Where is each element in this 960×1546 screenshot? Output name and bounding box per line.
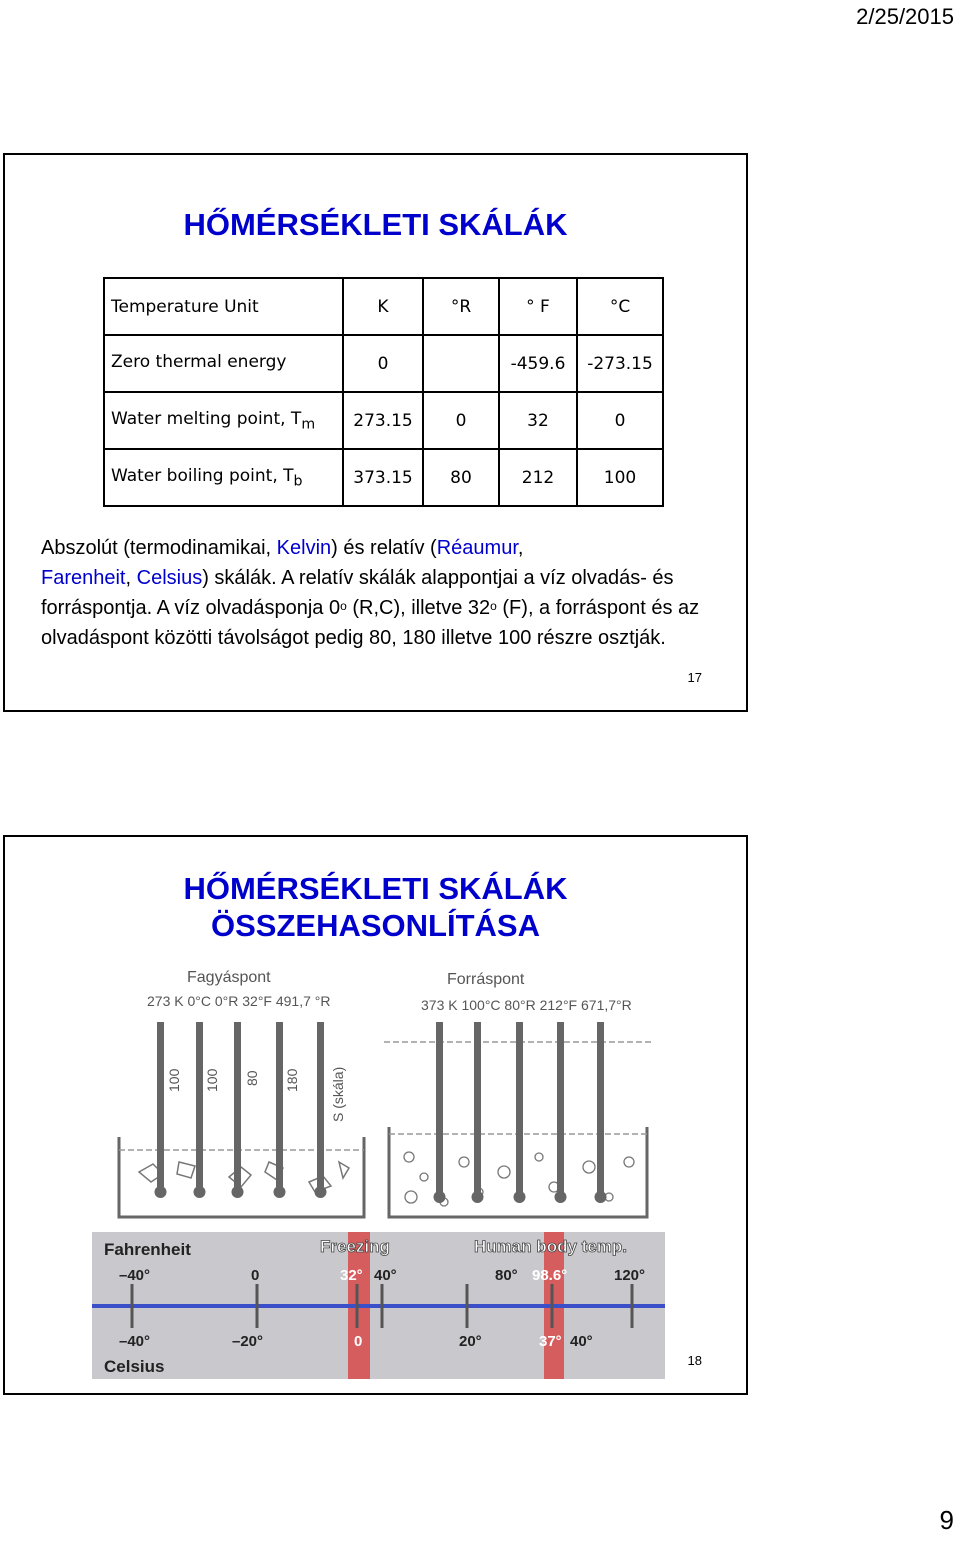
table-header-cell: ° F (499, 278, 577, 335)
farenheit-term: Farenheit (41, 567, 126, 589)
table-cell: 32 (499, 392, 577, 449)
c-tick-label: 40° (570, 1333, 593, 1350)
c-tick-label: –40° (119, 1333, 151, 1350)
fahrenheit-celsius-scale (92, 1232, 665, 1379)
kelvin-term: Kelvin (276, 537, 332, 559)
c-tick-label: 20° (459, 1333, 482, 1350)
table-cell: 0 (423, 392, 499, 449)
slide-title-line2: ÖSSZEHASONLÍTÁSA (211, 908, 540, 943)
freezing-label: Freezing (320, 1237, 390, 1256)
f-tick-label: –40° (119, 1267, 151, 1284)
table-row (104, 335, 663, 392)
svg-text:180: 180 (284, 1068, 300, 1092)
table-row (104, 449, 663, 506)
slide-18 (3, 835, 748, 1395)
reaumur-term: Réaumur (436, 537, 518, 559)
page-number: 9 (939, 1505, 954, 1535)
table-cell: 0 (577, 392, 663, 449)
table-header-cell: Temperature Unit (104, 278, 343, 335)
slide-17 (3, 153, 748, 712)
f-tick-label: 120° (614, 1267, 646, 1284)
table-cell: 212 (499, 449, 577, 506)
table-cell: 273.15 (343, 392, 423, 449)
svg-text:S (skála): S (skála) (330, 1066, 346, 1122)
f-tick-label: 0 (251, 1267, 260, 1284)
f-tick-label: 98.6° (532, 1267, 568, 1284)
human-body-temp-label: Human body temp. (474, 1237, 628, 1256)
row-label: Water melting point, $T_m$ (104, 392, 343, 449)
table-header-row (104, 278, 663, 335)
c-tick-label: 0 (354, 1333, 363, 1350)
svg-text:100: 100 (166, 1068, 182, 1092)
slide-number: 18 (687, 1353, 702, 1368)
table-header-cell: K (343, 278, 423, 335)
boiling-point-label: Forráspont (447, 971, 525, 988)
header-date: 2/25/2015 (856, 4, 954, 29)
slide-title-line1: HŐMÉRSÉKLETI SKÁLÁK (183, 871, 568, 906)
thermometer-illustration (99, 962, 659, 1224)
boiling-values-label: 373 K 100°C 80°R 212°F 671,7°R (421, 997, 632, 1013)
temperature-units-table (103, 277, 664, 507)
table-cell: 100 (577, 449, 663, 506)
table-cell: 0 (343, 335, 423, 392)
table-header-cell: °C (577, 278, 663, 335)
celsius-label: Celsius (104, 1357, 165, 1376)
svg-text:100: 100 (204, 1068, 220, 1092)
svg-text:80: 80 (244, 1070, 260, 1086)
table-header-cell: °R (423, 278, 499, 335)
table-cell: -273.15 (577, 335, 663, 392)
slide-title: HŐMÉRSÉKLETI SKÁLÁK (183, 207, 568, 242)
slide-number: 17 (687, 670, 702, 685)
freezing-values-label: 273 K 0°C 0°R 32°F 491,7 °R (147, 993, 331, 1009)
f-tick-label: 40° (374, 1267, 397, 1284)
freezing-point-label: Fagyáspont (187, 969, 271, 986)
table-cell (423, 335, 499, 392)
table-cell: -459.6 (499, 335, 577, 392)
c-tick-label: 37° (539, 1333, 562, 1350)
f-tick-label: 80° (495, 1267, 518, 1284)
fahrenheit-label: Fahrenheit (104, 1240, 191, 1259)
table-cell: 373.15 (343, 449, 423, 506)
row-label: Water boiling point, $T_b$ (104, 449, 343, 506)
slide-body-text: Abszolút (termodinamikai, Kelvin) és relatív (Réaumur, Farenheit, Celsius) skálák. A relatív skálák alappontjai a víz olvadás- és forráspontja. A víz olvadásponja 0$^o$ (R,C), illetve 32$^o$ (F), a forráspont és az olvadáspont közötti távolságot pedig 80, 180 illetve 100 részre osztják. (41, 537, 700, 649)
table-row (104, 392, 663, 449)
celsius-term: Celsius (136, 567, 203, 589)
row-label: Zero thermal energy (104, 335, 343, 392)
c-tick-label: –20° (232, 1333, 264, 1350)
f-tick-label: 32° (340, 1267, 363, 1284)
table-cell: 80 (423, 449, 499, 506)
